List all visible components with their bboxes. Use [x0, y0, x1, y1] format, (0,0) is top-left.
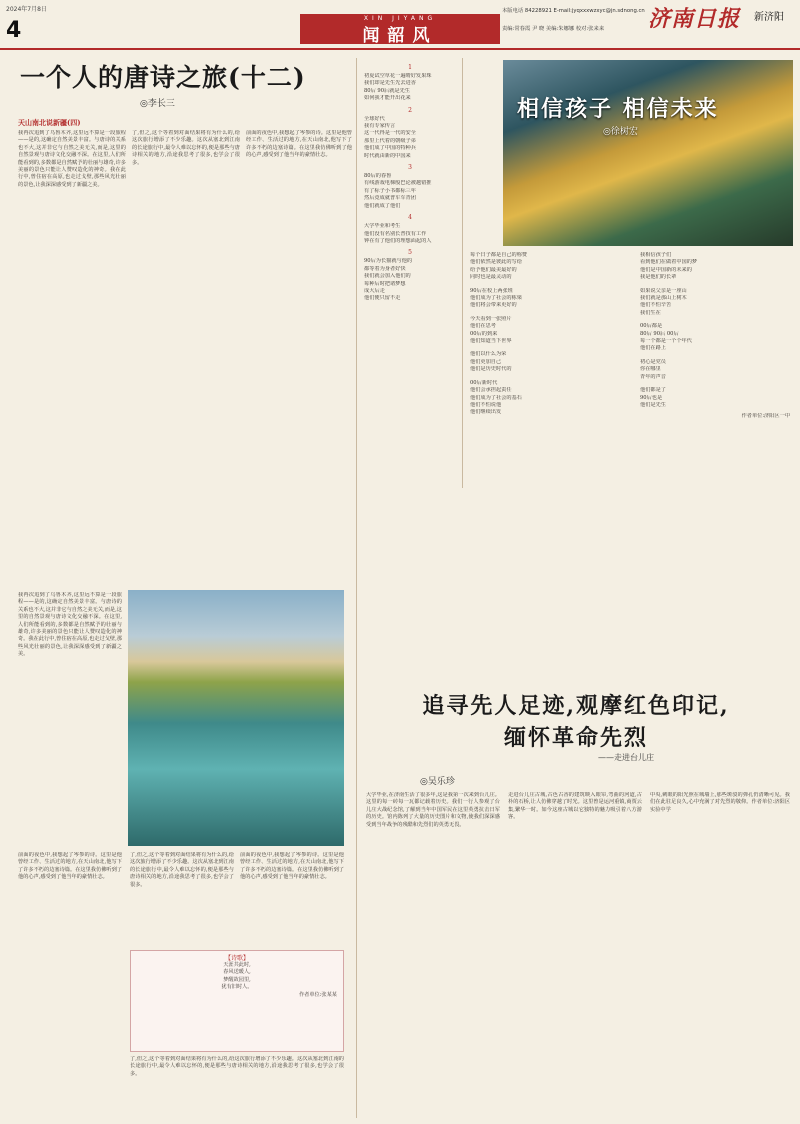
- article1-subhead: 天山南北说新疆(四): [18, 118, 81, 127]
- poem-number: 5: [408, 249, 412, 257]
- poem-line: 每种后时把诸梦想: [364, 280, 406, 287]
- poem-line: 他们在思考: [470, 323, 496, 330]
- article1-col2: 了,但之,这个等着到对面结果将有为什么的,给这次旅行增添了不少乐趣。这次从塞北到江南的长途旅行中,最令人难以忘怀的,便是那些与唐诗相关的地方,沿途我思考了很多,也学会了很多。: [132, 130, 240, 166]
- poem-sidebar: [130, 950, 344, 1052]
- photo-byline: ◎徐树宏: [603, 127, 638, 137]
- poem-line: 他们依然是彼此的写给: [470, 259, 522, 266]
- article1-col3: 前面的夜色中,我想起了岑参的诗。这里是他曾经工作、生活过的地方,在天山南北,他写下了许多不朽的边塞诗篇。在这里我仿佛听到了他的心声,感受到了他当年的豪情壮志。: [246, 130, 352, 159]
- poem-line: 钟在有了他们的理想面起的人: [364, 237, 432, 244]
- article2-title-line1: 追寻先人足迹,观摩红色印记,: [422, 693, 730, 719]
- editors: 责编:常春霞 尹 晓 美编:朱娜娜 校对:张来来: [502, 26, 605, 32]
- poem-line: 我们就会加入他们的: [364, 273, 411, 280]
- poem-line: 然后竟成就普车车青团: [364, 195, 416, 202]
- poem-number: 2: [408, 106, 412, 114]
- poem-line: 今天看到一张照片: [470, 315, 512, 322]
- poem-line: 青年的声音: [640, 373, 666, 380]
- article1-tail: 了,但之,这个等着到对面结果将有为什么的,给这次旅行增添了不少乐趣。这次从塞北到江南的长途旅行中,最令人难以忘怀的,便是那些与唐诗相关的地方,沿途我思考了很多,也学会了很多。: [130, 1056, 344, 1077]
- poem-line: 我们就是那山上树木: [640, 295, 687, 302]
- article1-col3-lower: 前面的夜色中,我想起了岑参的诗。这里是他曾经工作、生活过的地方,在天山南北,他写下了许多不朽的边塞诗篇。在这里我仿佛听到了他的心声,感受到了他当年的豪情壮志。: [240, 852, 344, 881]
- poem-line: 他们成了中国的特种兵: [364, 145, 416, 152]
- issue-date: 2024年7月8日: [6, 6, 47, 13]
- article2-title-line2: 缅怀革命先烈: [503, 725, 648, 751]
- poem-line: 80后 90后 00后: [640, 330, 679, 337]
- poem-line: 80后的春鲁: [364, 173, 392, 180]
- poem-line: 同时也是最灵动的: [470, 274, 512, 281]
- poem-line: 如果说父亲是一座山: [640, 287, 687, 294]
- sidebar-author: 作者单位:张某某: [298, 991, 337, 998]
- article1-author: ◎李长三: [140, 99, 175, 109]
- poem-line: 00后的到来: [470, 330, 498, 337]
- article1-col1-tail: 前面的夜色中,我想起了岑参的诗。这里是他曾经工作、生活过的地方,在天山南北,他写下了许多不朽的边塞诗篇。在这里我仿佛听到了他的心声,感受到了他当年的豪情壮志。: [18, 852, 122, 881]
- article2-col1: 大学毕业,在济南生活了很多年,这是我第一次来到台儿庄。这里的每一砖每一瓦都记载着历史。我们一行人参观了台儿庄大战纪念馆,了解到当年中国军民在这里英勇抗击日军的历史。馆内陈列了大量的历史图片和文物,使我们深深感受到当年战争的残酷和先烈们的英勇无畏。: [366, 792, 500, 828]
- section-name: 闻韶风: [362, 26, 438, 46]
- poem-line: 看到他们在做着中国的梦: [640, 259, 698, 266]
- sidebar-line: 春风送暖人,: [223, 969, 251, 976]
- poem-line: 他们会承担起责任: [470, 387, 512, 394]
- sidebar-line: 犹有旧时人。: [221, 984, 253, 991]
- poem-line: 他们是先生: [640, 401, 666, 408]
- poem-number: 4: [408, 214, 412, 222]
- sidebar-line: 梦醒故园里,: [223, 976, 251, 983]
- landscape-photo: [128, 590, 344, 846]
- poem-line: 他们知道当下世界: [470, 338, 512, 345]
- poem-right-col2: [640, 252, 790, 672]
- poem-line: 他们是历史时代的: [470, 366, 512, 373]
- article2-subtitle: ——走进台儿庄: [598, 753, 654, 762]
- brand-logo: 济南日报: [648, 6, 741, 32]
- article1-col1-lower: 我再次追到了乌鲁木齐,这里远不算是一段旅程——是的,这确定自然美景丰富。与唐诗的关系也不大,这并非它与自然之美无关,而是,这里的自然景观与唐诗文化交融不深。在这里,人们所能看到的,多数都是自然赋予的壮丽与雄奇,许多美丽的景色只能让人赞叹造化的神奇。我在此行中,曾住宿在高原,也走过戈壁,那些风光壮丽的景色,让我深深感受到了新疆之美。: [18, 592, 122, 658]
- poem-line: 给予他们最美最好的: [470, 266, 517, 273]
- poem-line: 他们在路上: [640, 345, 666, 352]
- article2-author: ◎吴乐珍: [420, 777, 455, 787]
- poem-line: 都等着为身者好快: [364, 265, 406, 272]
- poem-line: 全球好代: [364, 115, 385, 122]
- column-divider: [356, 58, 357, 1118]
- poem-line: 他们成为了社会的基石: [470, 394, 522, 401]
- poem-line: 初心是党员: [640, 358, 666, 365]
- poem-line: 我是他们的长辈: [640, 274, 677, 281]
- poem-line: 00后新时代: [470, 379, 498, 386]
- section-pinyin: XIN JIYANG: [363, 15, 437, 22]
- poem-line: 我有专家传言: [364, 123, 396, 130]
- poem-line: 你在哪里: [640, 366, 661, 373]
- poem-line: 他们以什么为荣: [470, 351, 507, 358]
- sidebar-title: 【诗歌】: [224, 955, 249, 962]
- article2-col2: 走进台儿庄古城,古色古香的建筑映入眼帘,弯曲的河道,古朴的石桥,让人仿佛穿越了时光。这里曾是运河重镇,商贾云集,繁华一时。如今这座古城以它独特的魅力吸引着八方游客。: [508, 792, 642, 821]
- page-number: 4: [6, 18, 22, 43]
- article1-col2-lower: 了,但之,这个等着到对面结果将有为什么的,给这次旅行增添了不少乐趣。这次从塞北到江南的长途旅行中,最令人难以忘怀的,便是那些与唐诗相关的地方,沿途我思考了很多,也学会了很多。: [130, 852, 234, 888]
- poem-line: 我们却是先生先去进香: [364, 80, 416, 87]
- poem-line: 初夏试空草花一遍晴好发果珠: [364, 73, 432, 79]
- poem-line: 有了标子小书都标三年: [364, 187, 416, 194]
- poem-line: 他们更加自己: [470, 358, 502, 365]
- poem-line: 大学毕业和考生: [364, 223, 401, 230]
- poem-line: 如何我才能开出花来: [364, 95, 411, 102]
- poem-line: 他们不怕辛苦: [640, 302, 672, 309]
- poem-line: 他们没有名别长普技有工作: [364, 230, 427, 237]
- poem-line: 他们是中国新的未来的: [640, 266, 692, 273]
- poem-author: 作者单位:济阳区一中: [741, 413, 790, 420]
- poem-line: 每个日子都是自己的称赞: [470, 252, 528, 258]
- poem-line: 90后也是: [640, 394, 663, 401]
- hotline: 本版电话 84228921 E-mail:jyqxxxwzxyc@jn.sdnong.cn: [502, 8, 645, 14]
- poem-number: 1: [408, 64, 412, 71]
- column-divider: [462, 58, 463, 488]
- poem-line: 那里上代着的朝级子弟: [364, 137, 416, 144]
- poem-line: 他们将会带来更好的: [470, 302, 517, 309]
- poem-line: 80后 90后就是先生: [364, 87, 410, 94]
- poem-line: 有线游戏电梯般巴论被越错推: [364, 180, 432, 187]
- article2-title: [366, 690, 786, 754]
- poem-line: 他们继续出发: [470, 409, 502, 416]
- poem-line: 时代就由新的中国来: [364, 152, 411, 159]
- poem-box: [360, 60, 460, 490]
- poem-line: 他们就成了他们: [364, 202, 401, 209]
- section-banner: [300, 14, 500, 44]
- poem-right-col1: [470, 252, 620, 672]
- poem-line: 他们不怕说他: [470, 401, 502, 408]
- children-photo: [503, 60, 793, 246]
- poem-line: 我相信孩子们: [640, 252, 672, 258]
- article1-col1: 我再次追到了乌鲁木齐,这里远不算是一段旅程——是的,这确定自然美景丰富。与唐诗的关系也不大,这并非它与自然之美无关,而是,这里的自然景观与唐诗文化交融不深。在这里,人们所能看到的,多数都是自然赋予的壮丽与雄奇,许多美丽的景色只能让人赞叹造化的神奇。我在此行中,曾住宿在高原,也走过戈壁,那些风光壮丽的景色,让我深深感受到了新疆之美。: [18, 130, 126, 188]
- sidebar-line: 天涯共此时,: [223, 962, 251, 968]
- brand-sub: 新济阳: [754, 12, 784, 23]
- poem-number: 3: [408, 164, 412, 172]
- poem-line: 00后都是: [640, 323, 663, 330]
- poem-line: 每一个都是一个个年代: [640, 338, 692, 345]
- photo-caption: 相信孩子 相信未来: [517, 96, 719, 122]
- poem-line: 90后为长猫就与他的: [364, 258, 413, 265]
- article2-col3: 中央,刺眼的阳光照在城墙上,那些斑驳的弹孔仍清晰可见。我们在此驻足良久,心中充满了对先烈的敬仰。作者单位:济阳区实验中学: [650, 792, 790, 813]
- poem-line: 他们都是了: [640, 387, 666, 394]
- poem-line: 90后在校上两张班: [470, 287, 513, 294]
- poem-line: 成大后走: [364, 287, 385, 294]
- poem-line: 他们成为了社会的栋梁: [470, 295, 522, 302]
- poem-line: 他们便只留不走: [364, 295, 401, 302]
- poem-line: 这一代得是一代的安全: [364, 130, 416, 137]
- article1-title: 一个人的唐诗之旅(十二): [20, 63, 306, 92]
- poem-line: 我们生在: [640, 309, 661, 316]
